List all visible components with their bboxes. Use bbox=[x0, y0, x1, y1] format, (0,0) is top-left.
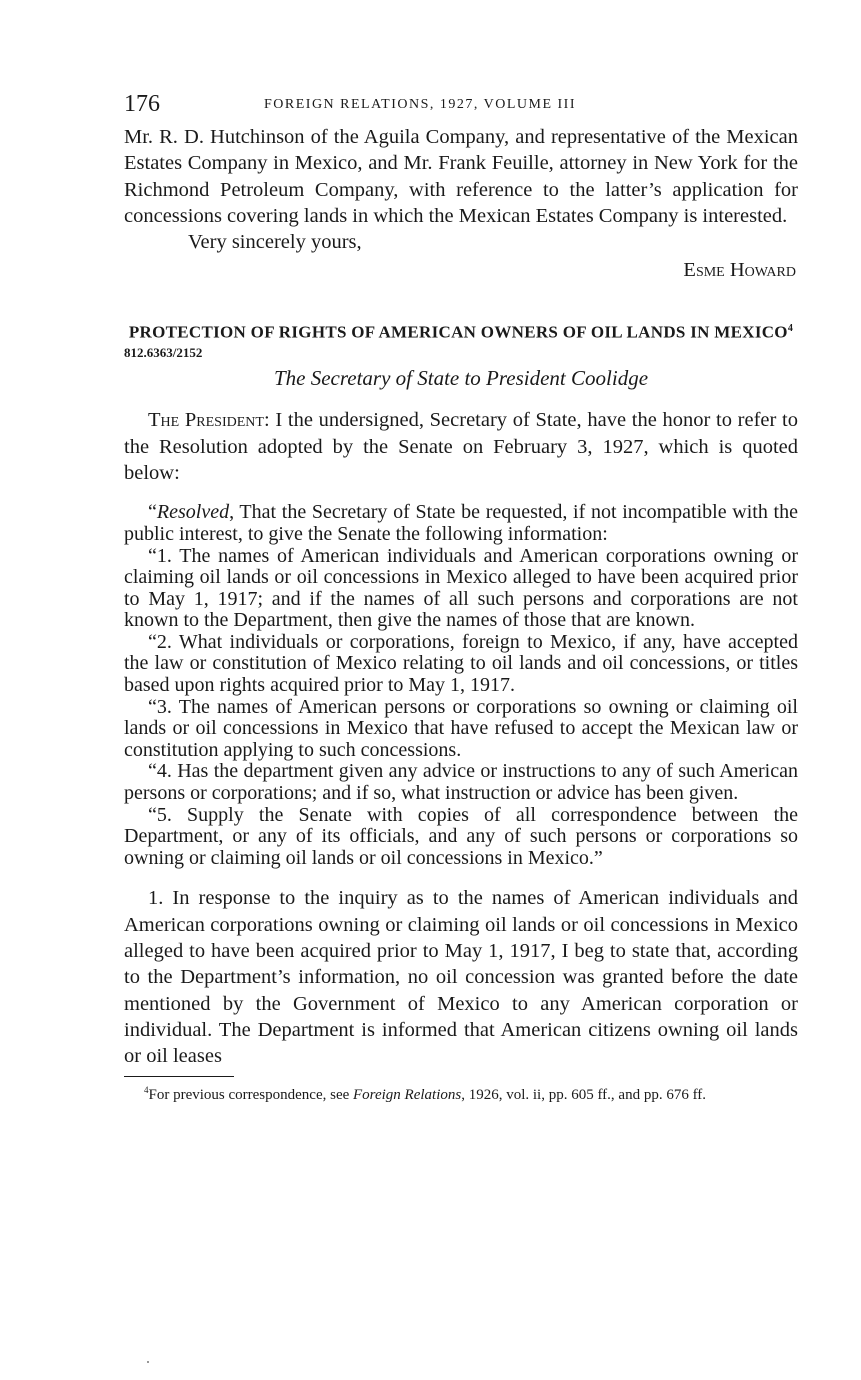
letter-closing-paragraph: Mr. R. D. Hutchinson of the Aguila Company, and representative of the Mexican Estates Company in Mexico, and Mr. Frank Feuille, attorney in New York for the Richmond Petroleum Company, with reference to the latter’s application for concessions covering lands in which the Mexican Estates Company is interested. bbox=[124, 126, 798, 227]
opening-quote-mark: “ bbox=[148, 501, 157, 524]
signature: Esme Howard bbox=[683, 259, 796, 282]
resolution-intro-text: , That the Secretary of State be requested, if not incompatible with the public interest, to give the Senate the following information: bbox=[124, 501, 798, 545]
resolution-item-5: “5. Supply the Senate with copies of all correspondence between the Department, or any of its officials, and any of such persons or corporations so owning or claiming oil lands or oil concessions in Mexico.” bbox=[124, 803, 798, 869]
resolution-intro bbox=[124, 502, 798, 545]
document-page bbox=[124, 90, 798, 1105]
file-number: 812.6363/2152 bbox=[124, 345, 203, 361]
resolution-item-1: “1. The names of American individuals and American corporations owning or claiming oil lands or oil concessions in Mexico alleged to have been acquired prior to May 1, 1917; and if the names of all such persons and corporations are not known to the Department, then give the names of those that are known. bbox=[124, 544, 798, 632]
salutation-paragraph bbox=[124, 407, 798, 486]
resolved-word: Resolved bbox=[156, 501, 230, 524]
running-head: FOREIGN RELATIONS, 1927, VOLUME III bbox=[264, 97, 577, 112]
resolution-item-3: “3. The names of American persons or corporations so owning or claiming oil lands or oil concessions in Mexico that have refused to accept the Mexican law or constitution applying to such concessions. bbox=[124, 695, 798, 761]
salutation-lead: The President bbox=[148, 409, 264, 432]
resolution-item-4: “4. Has the department given any advice or instructions to any of such American persons or corporations; and if so, what instruction or advice has been given. bbox=[124, 760, 798, 805]
stray-ink-mark bbox=[147, 1361, 149, 1363]
page-number: 176 bbox=[124, 91, 160, 117]
footnote-text-after: , 1926, vol. ii, pp. 605 ff., and pp. 676 ff. bbox=[461, 1086, 707, 1103]
footnote-text-before: For previous correspondence, see bbox=[148, 1086, 354, 1103]
footnote-marker: 4 bbox=[144, 1084, 149, 1095]
footnote-publication: Foreign Relations bbox=[353, 1086, 462, 1103]
footnote-divider bbox=[124, 1076, 234, 1077]
section-title bbox=[124, 318, 798, 344]
section-title-text: PROTECTION OF RIGHTS OF AMERICAN OWNERS OF OIL LANDS IN MEXICO bbox=[128, 322, 788, 342]
response-paragraph-1: 1. In response to the inquiry as to the names of American individuals and American corporations owning or claiming oil lands or oil concessions in Mexico alleged to have been acquired prior to May 1, 1917, I beg to state that, according to the Department’s information, no oil concession was granted before the date mentioned by the Government of Mexico to any American corporation or individual. The Department is informed that American citizens owning oil lands or oil leases bbox=[124, 887, 798, 1068]
footnote bbox=[124, 1081, 798, 1105]
page-header bbox=[124, 90, 798, 124]
complimentary-close: Very sincerely yours, bbox=[188, 231, 362, 254]
salutation-text: : I the undersigned, Secretary of State, have the honor to refer to the Resolution adopted by the Senate on February 3, 1927, which is quoted below: bbox=[124, 409, 798, 485]
resolution-item-2: “2. What individuals or corporations, foreign to Mexico, if any, have accepted the law or constitution of Mexico relating to oil lands and oil concessions, or titles based upon rights acquired prior to May 1, 1917. bbox=[124, 630, 798, 697]
senate-resolution-quote bbox=[124, 502, 798, 869]
footnote-reference: 4 bbox=[787, 322, 794, 334]
document-title: The Secretary of State to President Coolidge bbox=[273, 366, 649, 391]
